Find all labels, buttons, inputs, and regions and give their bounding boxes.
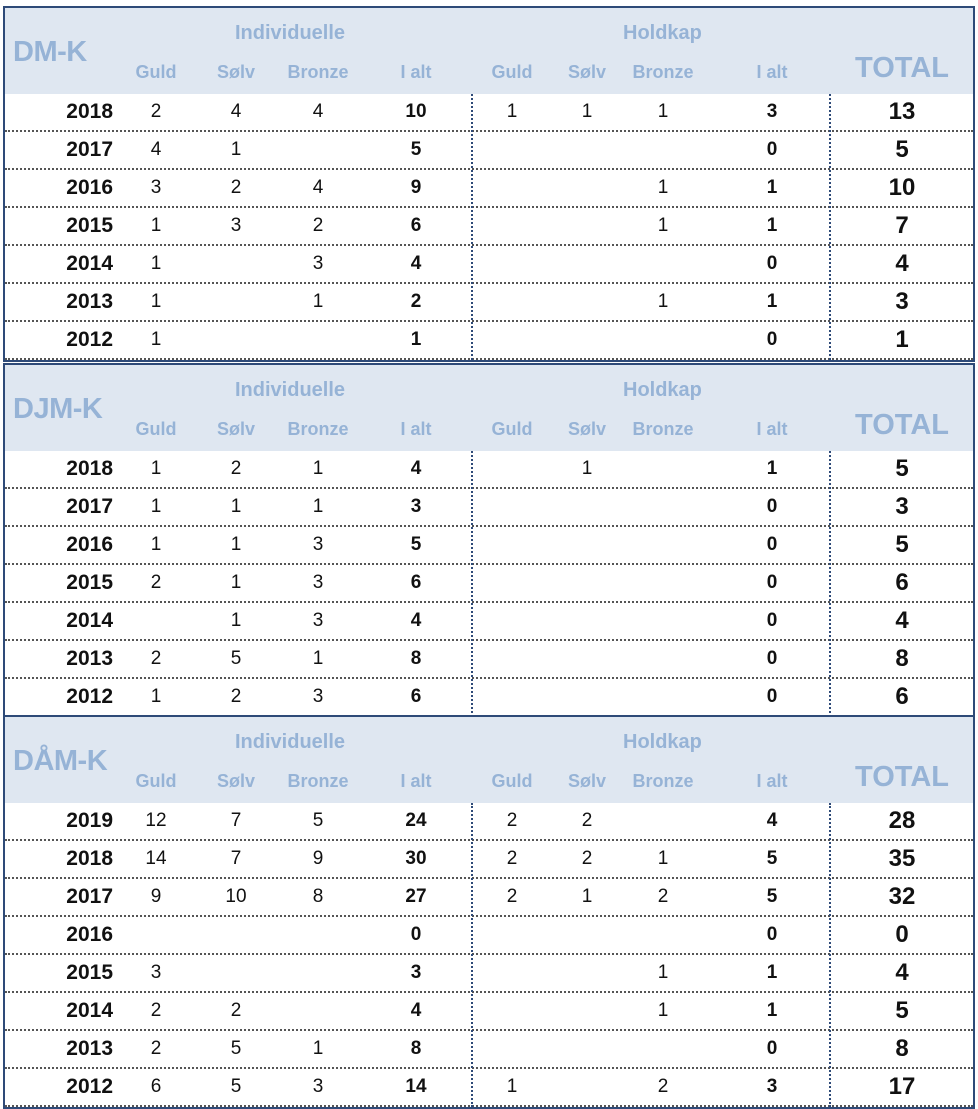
medal-count-cell: 3 bbox=[312, 253, 324, 274]
table-row bbox=[5, 955, 973, 993]
medal-count-cell: 4 bbox=[230, 101, 242, 122]
medal-count-cell: 1 bbox=[657, 101, 669, 122]
group-header-team: Holdkap bbox=[623, 379, 702, 401]
medal-count-cell: 1 bbox=[657, 291, 669, 312]
subtotal-cell: 1 bbox=[766, 177, 778, 198]
table-row bbox=[5, 170, 973, 208]
medal-count-cell: 1 bbox=[230, 534, 242, 555]
medal-count-cell: 3 bbox=[312, 534, 324, 555]
medal-count-cell: 1 bbox=[230, 610, 242, 631]
subtotal-cell: 0 bbox=[766, 686, 778, 707]
column-header: I alt bbox=[400, 771, 432, 791]
medal-count-cell: 1 bbox=[150, 534, 162, 555]
total-cell: 4 bbox=[895, 607, 909, 634]
table-row bbox=[5, 1069, 973, 1107]
medal-count-cell: 1 bbox=[657, 848, 669, 869]
table-row bbox=[5, 803, 973, 841]
group-header-individual: Individuelle bbox=[235, 22, 346, 44]
subtotal-cell: 4 bbox=[410, 610, 422, 631]
column-header: Bronze bbox=[632, 771, 694, 791]
column-header: Guld bbox=[491, 419, 533, 439]
year-cell: 2013 bbox=[66, 1037, 113, 1060]
table-row bbox=[5, 94, 973, 132]
year-cell: 2016 bbox=[66, 923, 113, 946]
medal-count-cell: 2 bbox=[150, 648, 162, 669]
table-row bbox=[5, 993, 973, 1031]
medal-count-cell: 1 bbox=[150, 686, 162, 707]
subtotal-cell: 0 bbox=[766, 329, 778, 350]
table-row bbox=[5, 679, 973, 717]
subtotal-cell: 0 bbox=[766, 534, 778, 555]
medal-count-cell: 1 bbox=[230, 496, 242, 517]
table-row bbox=[5, 879, 973, 917]
total-cell: 4 bbox=[895, 250, 909, 277]
total-cell: 1 bbox=[895, 326, 909, 353]
medal-count-cell: 3 bbox=[312, 572, 324, 593]
year-cell: 2014 bbox=[66, 999, 113, 1022]
subtotal-cell: 5 bbox=[766, 886, 778, 907]
column-header: Bronze bbox=[287, 62, 349, 82]
year-cell: 2013 bbox=[66, 290, 113, 313]
table-title: DJM-K bbox=[13, 393, 103, 425]
medal-count-cell: 10 bbox=[225, 886, 247, 907]
total-cell: 0 bbox=[895, 921, 909, 948]
total-cell: 35 bbox=[888, 845, 916, 872]
medal-count-cell: 14 bbox=[145, 848, 167, 869]
medal-count-cell: 2 bbox=[150, 1000, 162, 1021]
medal-count-cell: 12 bbox=[145, 810, 167, 831]
subtotal-cell: 0 bbox=[766, 648, 778, 669]
year-cell: 2015 bbox=[66, 214, 113, 237]
total-cell: 32 bbox=[888, 883, 916, 910]
medal-count-cell: 5 bbox=[230, 1038, 242, 1059]
column-header: Guld bbox=[491, 62, 533, 82]
column-separator bbox=[471, 94, 473, 360]
medal-count-cell: 2 bbox=[150, 101, 162, 122]
subtotal-cell: 6 bbox=[410, 572, 422, 593]
total-cell: 6 bbox=[895, 683, 909, 710]
year-cell: 2017 bbox=[66, 138, 113, 161]
medal-count-cell: 2 bbox=[657, 886, 669, 907]
medal-count-cell: 2 bbox=[581, 810, 593, 831]
medal-count-cell: 1 bbox=[657, 1000, 669, 1021]
medal-table bbox=[3, 6, 975, 362]
year-cell: 2018 bbox=[66, 100, 113, 123]
medal-count-cell: 1 bbox=[581, 458, 593, 479]
medal-count-cell: 1 bbox=[581, 886, 593, 907]
column-separator bbox=[829, 451, 831, 717]
column-header: Sølv bbox=[567, 771, 607, 791]
table-row bbox=[5, 603, 973, 641]
subtotal-cell: 3 bbox=[410, 496, 422, 517]
total-cell: 3 bbox=[895, 493, 909, 520]
medal-count-cell: 1 bbox=[150, 291, 162, 312]
table-row bbox=[5, 246, 973, 284]
medal-count-cell: 2 bbox=[150, 572, 162, 593]
table-row bbox=[5, 451, 973, 489]
year-cell: 2016 bbox=[66, 176, 113, 199]
table-row bbox=[5, 641, 973, 679]
medal-count-cell: 3 bbox=[150, 177, 162, 198]
medal-count-cell: 5 bbox=[230, 1076, 242, 1097]
year-cell: 2015 bbox=[66, 571, 113, 594]
subtotal-cell: 4 bbox=[410, 458, 422, 479]
column-header-total: TOTAL bbox=[855, 761, 949, 793]
medal-count-cell: 1 bbox=[150, 458, 162, 479]
medal-count-cell: 4 bbox=[312, 177, 324, 198]
medal-count-cell: 1 bbox=[150, 329, 162, 350]
year-cell: 2013 bbox=[66, 647, 113, 670]
group-header-individual: Individuelle bbox=[235, 379, 346, 401]
subtotal-cell: 1 bbox=[766, 962, 778, 983]
subtotal-cell: 3 bbox=[410, 962, 422, 983]
medal-count-cell: 1 bbox=[657, 962, 669, 983]
total-cell: 4 bbox=[895, 959, 909, 986]
total-cell: 8 bbox=[895, 645, 909, 672]
year-cell: 2017 bbox=[66, 885, 113, 908]
column-separator bbox=[829, 803, 831, 1107]
year-cell: 2017 bbox=[66, 495, 113, 518]
subtotal-cell: 0 bbox=[766, 139, 778, 160]
medal-count-cell: 6 bbox=[150, 1076, 162, 1097]
column-header-total: TOTAL bbox=[855, 409, 949, 441]
column-separator bbox=[471, 451, 473, 717]
table-row bbox=[5, 917, 973, 955]
subtotal-cell: 3 bbox=[766, 1076, 778, 1097]
table-header bbox=[5, 717, 973, 803]
total-cell: 10 bbox=[888, 174, 916, 201]
medal-count-cell: 3 bbox=[150, 962, 162, 983]
subtotal-cell: 0 bbox=[766, 572, 778, 593]
subtotal-cell: 1 bbox=[766, 291, 778, 312]
total-cell: 5 bbox=[895, 136, 909, 163]
column-header: I alt bbox=[400, 62, 432, 82]
medal-count-cell: 5 bbox=[230, 648, 242, 669]
medal-count-cell: 8 bbox=[312, 886, 324, 907]
subtotal-cell: 4 bbox=[766, 810, 778, 831]
medal-count-cell: 3 bbox=[312, 1076, 324, 1097]
medal-count-cell: 2 bbox=[230, 1000, 242, 1021]
medal-count-cell: 1 bbox=[581, 101, 593, 122]
medal-count-cell: 4 bbox=[312, 101, 324, 122]
medal-count-cell: 1 bbox=[657, 177, 669, 198]
medal-count-cell: 1 bbox=[150, 496, 162, 517]
medal-count-cell: 2 bbox=[581, 848, 593, 869]
year-cell: 2018 bbox=[66, 457, 113, 480]
medal-count-cell: 1 bbox=[230, 572, 242, 593]
medal-count-cell: 1 bbox=[312, 496, 324, 517]
subtotal-cell: 0 bbox=[410, 924, 422, 945]
medal-count-cell: 5 bbox=[312, 810, 324, 831]
medal-count-cell: 1 bbox=[312, 1038, 324, 1059]
column-header: Bronze bbox=[287, 771, 349, 791]
table-row bbox=[5, 208, 973, 246]
medal-count-cell: 1 bbox=[312, 291, 324, 312]
medal-count-cell: 2 bbox=[506, 848, 518, 869]
total-cell: 5 bbox=[895, 531, 909, 558]
medal-count-cell: 2 bbox=[230, 458, 242, 479]
total-cell: 6 bbox=[895, 569, 909, 596]
year-cell: 2016 bbox=[66, 533, 113, 556]
medal-count-cell: 7 bbox=[230, 848, 242, 869]
column-header: Bronze bbox=[632, 419, 694, 439]
medal-count-cell: 7 bbox=[230, 810, 242, 831]
medal-table bbox=[3, 715, 975, 1109]
subtotal-cell: 0 bbox=[766, 924, 778, 945]
table-row bbox=[5, 322, 973, 360]
medal-count-cell: 1 bbox=[657, 215, 669, 236]
medal-count-cell: 3 bbox=[312, 610, 324, 631]
column-header: I alt bbox=[756, 62, 788, 82]
medal-count-cell: 1 bbox=[312, 458, 324, 479]
year-cell: 2012 bbox=[66, 328, 113, 351]
column-header: Guld bbox=[135, 771, 177, 791]
subtotal-cell: 30 bbox=[405, 848, 427, 869]
subtotal-cell: 5 bbox=[410, 139, 422, 160]
year-cell: 2019 bbox=[66, 809, 113, 832]
table-header bbox=[5, 8, 973, 94]
total-cell: 3 bbox=[895, 288, 909, 315]
medal-count-cell: 2 bbox=[657, 1076, 669, 1097]
column-header: Guld bbox=[491, 771, 533, 791]
table-row bbox=[5, 1031, 973, 1069]
subtotal-cell: 24 bbox=[405, 810, 427, 831]
column-header: Sølv bbox=[216, 419, 256, 439]
year-cell: 2015 bbox=[66, 961, 113, 984]
medal-count-cell: 1 bbox=[506, 1076, 518, 1097]
medal-count-cell: 3 bbox=[230, 215, 242, 236]
medal-count-cell: 1 bbox=[150, 215, 162, 236]
table-row bbox=[5, 565, 973, 603]
column-separator bbox=[471, 803, 473, 1107]
subtotal-cell: 1 bbox=[766, 215, 778, 236]
column-header: Sølv bbox=[567, 62, 607, 82]
year-cell: 2018 bbox=[66, 847, 113, 870]
medal-count-cell: 9 bbox=[312, 848, 324, 869]
medal-count-cell: 1 bbox=[506, 101, 518, 122]
column-header: Sølv bbox=[567, 419, 607, 439]
subtotal-cell: 3 bbox=[766, 101, 778, 122]
column-header: Guld bbox=[135, 62, 177, 82]
column-header-total: TOTAL bbox=[855, 52, 949, 84]
subtotal-cell: 5 bbox=[766, 848, 778, 869]
medal-count-cell: 1 bbox=[312, 648, 324, 669]
column-header: Bronze bbox=[632, 62, 694, 82]
column-header: I alt bbox=[400, 419, 432, 439]
medal-count-cell: 2 bbox=[312, 215, 324, 236]
subtotal-cell: 0 bbox=[766, 1038, 778, 1059]
table-row bbox=[5, 841, 973, 879]
subtotal-cell: 4 bbox=[410, 253, 422, 274]
subtotal-cell: 8 bbox=[410, 1038, 422, 1059]
table-row bbox=[5, 489, 973, 527]
subtotal-cell: 4 bbox=[410, 1000, 422, 1021]
total-cell: 5 bbox=[895, 455, 909, 482]
subtotal-cell: 0 bbox=[766, 496, 778, 517]
table-title: DÅM-K bbox=[13, 745, 108, 777]
medal-count-cell: 3 bbox=[312, 686, 324, 707]
medal-count-cell: 2 bbox=[230, 177, 242, 198]
total-cell: 13 bbox=[888, 98, 916, 125]
group-header-team: Holdkap bbox=[623, 22, 702, 44]
group-header-team: Holdkap bbox=[623, 731, 702, 753]
medal-count-cell: 1 bbox=[230, 139, 242, 160]
table-header bbox=[5, 365, 973, 451]
medal-count-cell: 2 bbox=[150, 1038, 162, 1059]
column-header: Guld bbox=[135, 419, 177, 439]
medal-table bbox=[3, 363, 975, 719]
table-row bbox=[5, 527, 973, 565]
subtotal-cell: 2 bbox=[410, 291, 422, 312]
medal-count-cell: 1 bbox=[150, 253, 162, 274]
column-header: Bronze bbox=[287, 419, 349, 439]
medal-count-cell: 2 bbox=[506, 810, 518, 831]
total-cell: 7 bbox=[895, 212, 909, 239]
subtotal-cell: 9 bbox=[410, 177, 422, 198]
table-row bbox=[5, 284, 973, 322]
subtotal-cell: 6 bbox=[410, 686, 422, 707]
column-header: Sølv bbox=[216, 771, 256, 791]
subtotal-cell: 1 bbox=[766, 458, 778, 479]
subtotal-cell: 27 bbox=[405, 886, 427, 907]
subtotal-cell: 8 bbox=[410, 648, 422, 669]
year-cell: 2012 bbox=[66, 685, 113, 708]
subtotal-cell: 10 bbox=[405, 101, 427, 122]
year-cell: 2014 bbox=[66, 252, 113, 275]
table-row bbox=[5, 132, 973, 170]
medal-count-cell: 9 bbox=[150, 886, 162, 907]
year-cell: 2012 bbox=[66, 1075, 113, 1098]
group-header-individual: Individuelle bbox=[235, 731, 346, 753]
total-cell: 5 bbox=[895, 997, 909, 1024]
total-cell: 28 bbox=[888, 807, 916, 834]
subtotal-cell: 1 bbox=[766, 1000, 778, 1021]
subtotal-cell: 1 bbox=[410, 329, 422, 350]
medal-count-cell: 4 bbox=[150, 139, 162, 160]
subtotal-cell: 6 bbox=[410, 215, 422, 236]
year-cell: 2014 bbox=[66, 609, 113, 632]
column-header: I alt bbox=[756, 771, 788, 791]
subtotal-cell: 5 bbox=[410, 534, 422, 555]
total-cell: 17 bbox=[888, 1073, 916, 1100]
medal-count-cell: 2 bbox=[230, 686, 242, 707]
column-header: I alt bbox=[756, 419, 788, 439]
subtotal-cell: 0 bbox=[766, 610, 778, 631]
subtotal-cell: 0 bbox=[766, 253, 778, 274]
total-cell: 8 bbox=[895, 1035, 909, 1062]
medal-count-cell: 2 bbox=[506, 886, 518, 907]
column-separator bbox=[829, 94, 831, 360]
table-title: DM-K bbox=[13, 36, 87, 68]
subtotal-cell: 14 bbox=[405, 1076, 427, 1097]
column-header: Sølv bbox=[216, 62, 256, 82]
